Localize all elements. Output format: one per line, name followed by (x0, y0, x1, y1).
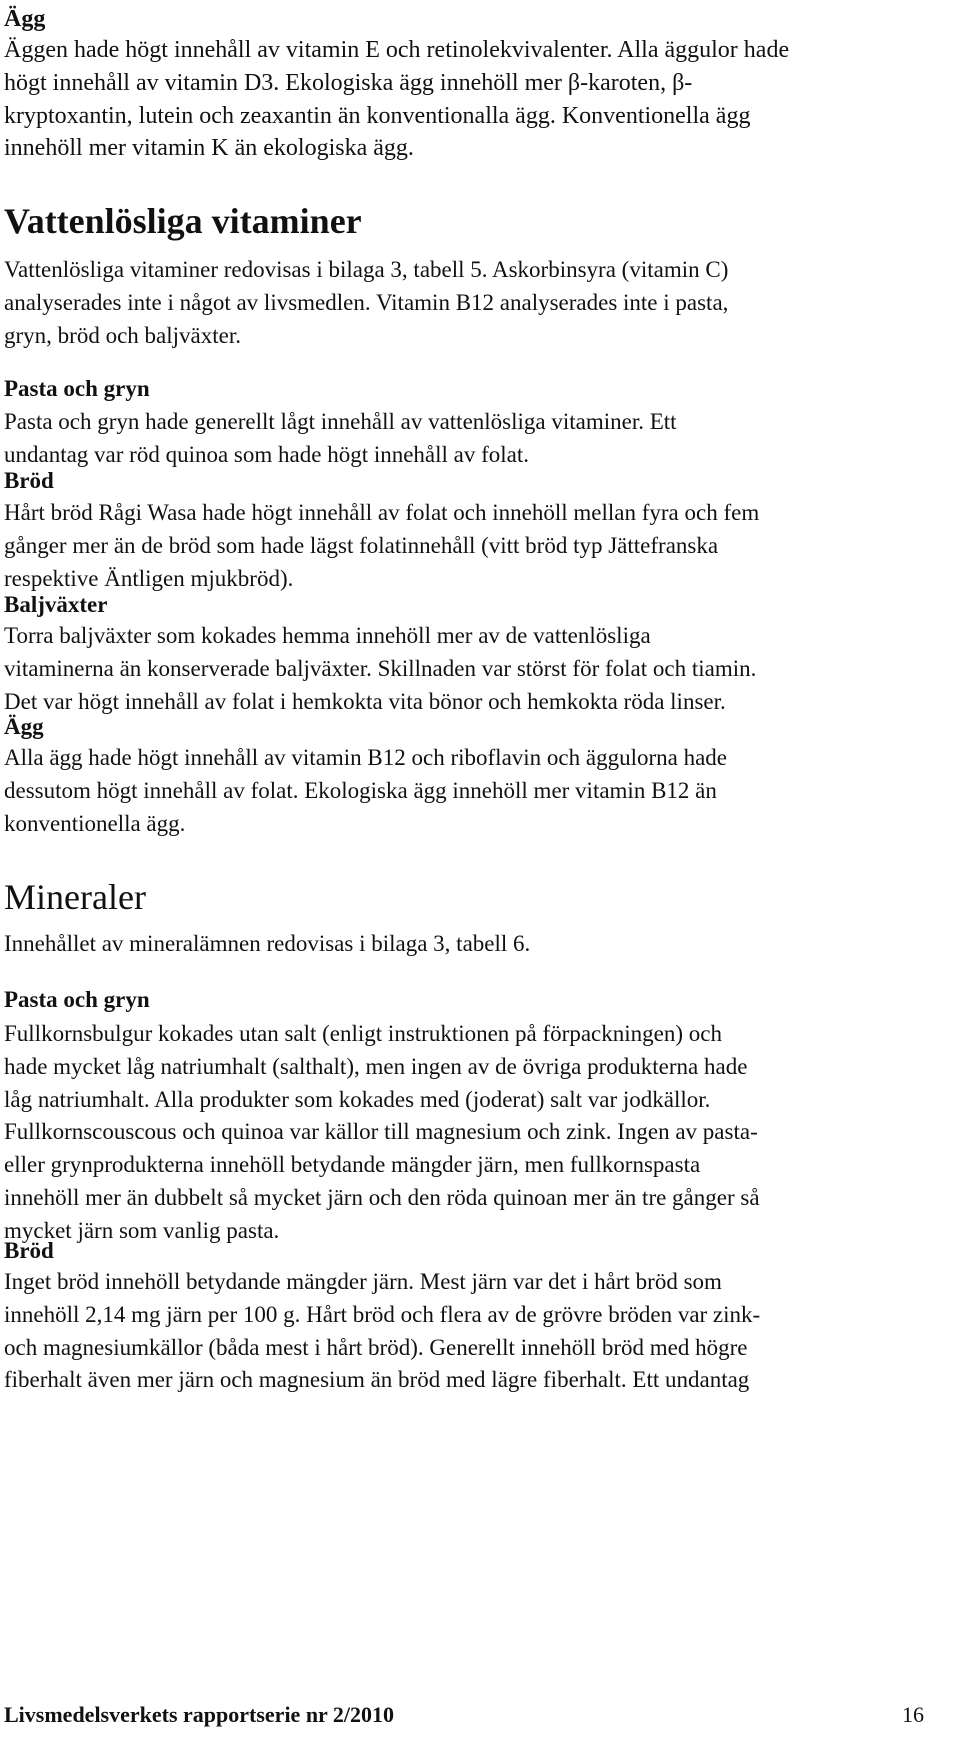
paragraph-pasta-vitaminer (4, 406, 677, 472)
heading-vattenlosliga-vitaminer: Vattenlösliga vitaminer (4, 201, 362, 241)
text-line: dessutom högt innehåll av folat. Ekologiska ägg innehöll mer vitamin B12 än (4, 777, 717, 803)
text-line: Vattenlösliga vitaminer redovisas i bilaga 3, tabell 5. Askorbinsyra (vitamin C) (4, 257, 729, 282)
text-line: innehöll mer vitamin K än ekologiska ägg. (4, 135, 414, 162)
text-line: respektive Äntligen mjukbröd). (4, 565, 294, 591)
text-line: Fullkornscouscous och quinoa var källor till magnesium och zink. Ingen av pasta- (4, 1119, 758, 1145)
text-line: gånger mer än de bröd som hade lägst folatinnehåll (vitt bröd typ Jättefranska (4, 532, 719, 558)
subheading-agg: Ägg (4, 714, 44, 739)
text-line: Äggen hade högt innehåll av vitamin E och retinolekvivalenter. Alla äggulor hade (4, 37, 790, 63)
paragraph-agg-vitamins (4, 34, 789, 165)
text-line: vitaminerna än konserverade baljväxter. Skillnaden var störst för folat och tiamin. (4, 655, 757, 681)
text-line: mycket järn som vanlig pasta. (4, 1217, 280, 1243)
subheading-pasta-och-gryn: Pasta och gryn (4, 376, 150, 401)
text-line: Inget bröd innehöll betydande mängder järn. Mest järn var det i hårt bröd som (4, 1269, 722, 1294)
text-line: undantag var röd quinoa som hade högt innehåll av folat. (4, 441, 530, 467)
text-line: högt innehåll av vitamin D3. Ekologiska ägg innehöll mer β-karoten, β- (4, 69, 693, 96)
footer-report-title: Livsmedelsverkets rapportserie nr 2/2010 (4, 1702, 395, 1727)
text-line: Pasta och gryn hade generellt lågt innehåll av vattenlösliga vitaminer. Ett (4, 409, 677, 434)
subheading-baljvaxter: Baljväxter (4, 592, 108, 617)
text-line: fiberhalt även mer järn och magnesium än bröd med lägre fiberhalt. Ett undantag (4, 1367, 750, 1393)
heading-mineraler: Mineraler (4, 877, 146, 917)
text-line: eller grynprodukterna innehöll betydande mängder järn, men fullkornspasta (4, 1152, 701, 1178)
text-line: analyserades inte i något av livsmedlen. Vitamin B12 analyserades inte i pasta, (4, 289, 729, 315)
text-line: kryptoxantin, lutein och zeaxantin än konventionalla ägg. Konventionella ägg (4, 102, 751, 129)
paragraph-brod-mineraler (4, 1266, 760, 1397)
page-number: 16 (902, 1702, 924, 1727)
subheading-pasta-och-gryn-mineraler: Pasta och gryn (4, 987, 150, 1012)
paragraph-pasta-mineraler (4, 1018, 760, 1248)
text-line: Innehållet av mineralämnen redovisas i bilaga 3, tabell 6. (4, 931, 531, 956)
text-line: låg natriumhalt. Alla produkter som kokades med (joderat) salt var jodkällor. (4, 1086, 711, 1112)
text-line: konventionella ägg. (4, 810, 186, 836)
paragraph-mineraler-intro (4, 928, 530, 961)
text-line: Alla ägg hade högt innehåll av vitamin B12 och riboflavin och äggulorna hade (4, 745, 728, 770)
text-line: hade mycket låg natriumhalt (salthalt), men ingen av de övriga produkterna hade (4, 1053, 748, 1079)
text-line: Torra baljväxter som kokades hemma innehöll mer av de vattenlösliga (4, 623, 651, 648)
text-line: innehöll mer än dubbelt så mycket järn och den röda quinoan mer än tre gånger så (4, 1184, 760, 1210)
paragraph-brod-vitaminer (4, 497, 759, 595)
text-line: innehöll 2,14 mg järn per 100 g. Hårt bröd och flera av de grövre bröden var zink- (4, 1301, 761, 1327)
text-line: Hårt bröd Rågi Wasa hade högt innehåll av folat och innehöll mellan fyra och fem (4, 500, 760, 525)
subheading-brod: Bröd (4, 468, 54, 493)
section-heading-agg: Ägg (4, 6, 46, 32)
paragraph-agg-vattenlosliga (4, 742, 727, 840)
paragraph-vattenlosliga-intro (4, 254, 728, 352)
subheading-brod-mineraler: Bröd (4, 1238, 54, 1263)
paragraph-baljvaxter-vitaminer (4, 620, 756, 718)
text-line: och magnesiumkällor (båda mest i hårt bröd). Generellt innehöll bröd med högre (4, 1334, 748, 1360)
text-line: gryn, bröd och baljväxter. (4, 322, 241, 348)
text-line: Det var högt innehåll av folat i hemkokta vita bönor och hemkokta röda linser. (4, 688, 726, 714)
text-line: Fullkornsbulgur kokades utan salt (enligt instruktionen på förpackningen) och (4, 1021, 722, 1046)
page-footer (4, 1702, 924, 1728)
